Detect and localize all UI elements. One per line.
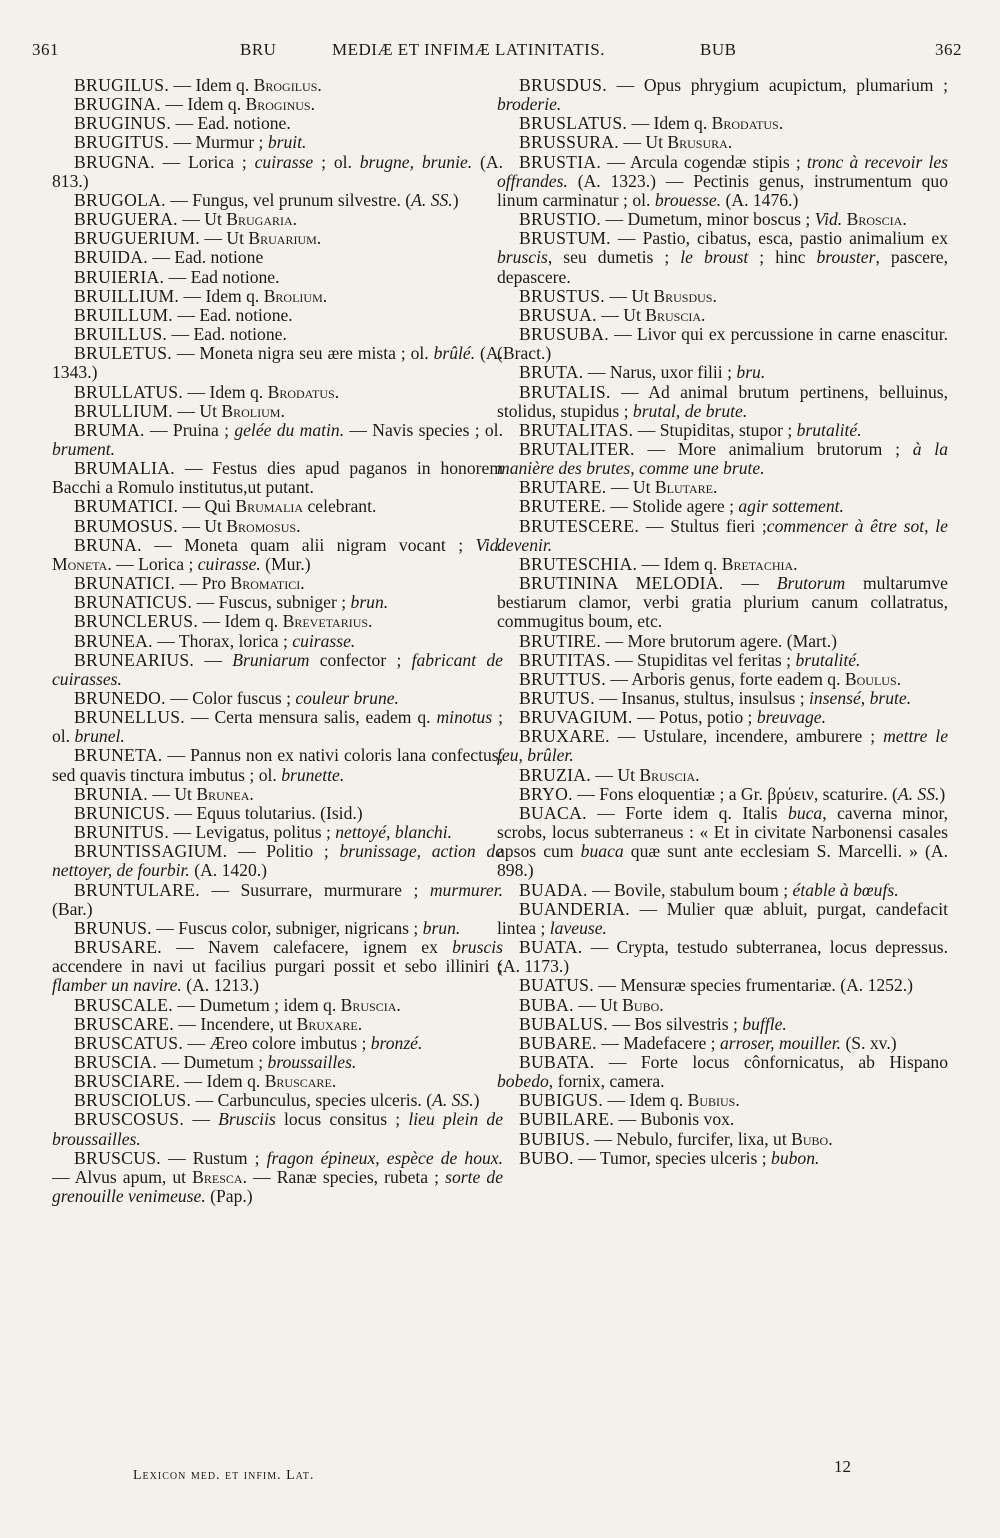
- sheet-number: 12: [834, 1457, 851, 1476]
- dictionary-entry: [52, 517, 503, 536]
- entry-headword: BRUILLUM.: [74, 304, 173, 325]
- entry-definition: — Idem q. Bretachia.: [641, 553, 798, 574]
- entry-headword: BRUGINUS.: [74, 113, 172, 134]
- dictionary-entry: [497, 708, 948, 727]
- entry-definition: — Ut Bruscia.: [601, 304, 706, 325]
- entry-headword: BRULLIUM.: [74, 400, 173, 421]
- entry-headword: BRUTESCHIA.: [519, 553, 638, 574]
- running-title: MEDIÆ ET INFIMÆ LATINITATIS.: [332, 40, 605, 59]
- dictionary-entry: [52, 536, 503, 574]
- page-number-left: 361: [32, 40, 59, 59]
- dictionary-entry: [497, 478, 948, 497]
- entry-definition: — Forte idem q. Italis buca, caverna minor, scrobs, locus subterraneus : « Et in civitate Narbonensi casales apsos cum buaca quæ sunt ante ecclesiam S. Marcelli. » (A. 898.): [497, 802, 949, 881]
- dictionary-entry: [497, 938, 948, 976]
- entry-definition: — Brutorum multarumve bestiarum clamor, verbi gratia plurium canum collatratus, commugitus boum, etc.: [497, 573, 948, 632]
- entry-headword: BRULLATUS.: [74, 381, 184, 402]
- dictionary-entry: [52, 229, 503, 248]
- entry-definition: — Ut Brugaria.: [182, 209, 298, 230]
- entry-headword: BRUSCUS.: [74, 1147, 161, 1168]
- entry-headword: BRUSARE.: [74, 937, 162, 958]
- entry-definition: — Dumetum ; idem q. Bruscia.: [177, 994, 401, 1015]
- dictionary-entry: [52, 268, 503, 287]
- dictionary-entry: [497, 76, 948, 114]
- dictionary-entry: [52, 996, 503, 1015]
- dictionary-entry: [497, 1091, 948, 1110]
- dictionary-entry: [497, 517, 948, 555]
- entry-headword: BRUTA.: [519, 362, 584, 383]
- entry-headword: BUBATA.: [519, 1051, 595, 1072]
- entry-definition: — Rustum ; fragon épineux, espèce de houx. — Alvus apum, ut Bresca. — Ranæ species, rubeta ; sorte de grenouille venimeuse. (Pap.): [52, 1147, 504, 1207]
- entry-headword: BRUIERIA.: [74, 266, 165, 287]
- dictionary-entry: [52, 76, 503, 95]
- entry-headword: BRUIDA.: [74, 247, 148, 268]
- dictionary-entry: [497, 440, 948, 478]
- entry-headword: BRYO.: [519, 783, 573, 804]
- entry-headword: BRUTERE.: [519, 496, 606, 517]
- entry-headword: BRUTALITER.: [519, 438, 635, 459]
- entries-column-right: [497, 76, 948, 1168]
- dictionary-entry: [52, 612, 503, 631]
- dictionary-entry: [52, 344, 503, 382]
- dictionary-entry: [52, 938, 503, 995]
- entry-definition: — Ut Brolium.: [177, 400, 285, 421]
- dictionary-entry: [497, 1053, 948, 1091]
- entry-headword: BRUTININA MELODIA.: [519, 573, 724, 594]
- entry-definition: — Tumor, species ulceris ; bubon.: [578, 1147, 820, 1168]
- entry-headword: BUANDERIA.: [519, 898, 631, 919]
- entry-definition: — Livor qui ex percussione in carne enascitur. (Bract.): [497, 324, 948, 364]
- entry-headword: BUBO.: [519, 1147, 574, 1168]
- dictionary-entry: [497, 785, 948, 804]
- dictionary-entry: [52, 306, 503, 325]
- entry-headword: BRUNITUS.: [74, 822, 170, 843]
- entry-definition: — Brusciis locus consitus ; lieu plein de broussailles.: [52, 1109, 503, 1149]
- dictionary-entry: [497, 670, 948, 689]
- entry-definition: — Murmur ; bruit.: [173, 132, 307, 153]
- dictionary-entry: [52, 1034, 503, 1053]
- entry-headword: BRUTESCERE.: [519, 515, 640, 536]
- entry-headword: BRUGUERIUM.: [74, 228, 200, 249]
- entry-definition: — Stultus fieri ;commencer à être sot, le devenir.: [497, 515, 948, 555]
- entry-headword: BRUNEDO.: [74, 688, 166, 708]
- entry-headword: BRUTARE.: [519, 477, 607, 498]
- dictionary-entry: [52, 1015, 503, 1034]
- entry-definition: — Carbunculus, species ulceris. (A. SS.): [195, 1090, 480, 1111]
- entry-definition: — Ead. notione: [152, 247, 264, 268]
- dictionary-entry: [52, 1110, 503, 1148]
- entry-definition: — More brutorum agere. (Mart.): [605, 630, 838, 651]
- dictionary-entry: [52, 574, 503, 593]
- entry-definition: — Idem q. Broginus.: [165, 94, 315, 115]
- dictionary-entry: [52, 114, 503, 133]
- guide-word-right: BUB: [700, 40, 737, 59]
- entry-definition: — Ad animal brutum pertinens, belluinus, stolidus, stupidus ; brutal, de brute.: [497, 381, 948, 421]
- entry-headword: BRUSCIARE.: [74, 1071, 181, 1092]
- entry-definition: — Idem q. Brolium.: [183, 285, 328, 306]
- entry-definition: — Pro Bromatici.: [179, 573, 305, 594]
- dictionary-entry: [52, 95, 503, 114]
- entry-headword: BRUNETA.: [74, 745, 163, 766]
- dictionary-entry: [497, 133, 948, 152]
- entry-definition: — Idem q. Brevetarius.: [202, 611, 373, 632]
- entry-headword: BRUTTUS.: [519, 668, 606, 689]
- dictionary-entry: [497, 804, 948, 881]
- entry-headword: BRUGNA.: [74, 151, 155, 172]
- entry-headword: BRUSCIA.: [74, 1051, 158, 1072]
- entry-definition: — Susurrare, murmurare ; murmurer. (Bar.): [52, 879, 503, 919]
- dictionary-entry: [52, 210, 503, 229]
- entry-definition: — Ustulare, incendere, amburere ; mettre le feu, brûler.: [497, 726, 949, 766]
- entry-definition: — Moneta quam alii nigram vocant ; Vid. Moneta. — Lorica ; cuirasse. (Mur.): [52, 534, 503, 574]
- entry-headword: BRUILLUS.: [74, 324, 168, 345]
- entry-definition: — Arboris genus, forte eadem q. Boulus.: [610, 668, 902, 689]
- entry-definition: — Pannus non ex nativi coloris lana confectus, sed quavis tinctura imbutus ; ol. brunette.: [52, 745, 503, 785]
- entry-headword: BRUNTULARE.: [74, 879, 200, 900]
- entry-headword: BRUNICUS.: [74, 802, 171, 823]
- entry-headword: BRUTALIS.: [519, 381, 611, 402]
- dictionary-entry: [497, 881, 948, 900]
- dictionary-entry: [497, 210, 948, 229]
- entry-headword: BRUSCATUS.: [74, 1032, 184, 1053]
- entry-definition: — Arcula cogendæ stipis ; tronc à recevoir les offrandes. (A. 1323.) — Pectinis genus, instrumentum quo linum carminatur ; ol. brouesse. (A. 1476.): [497, 151, 948, 210]
- entry-definition: — Nebulo, furcifer, lixa, ut Bubo.: [594, 1128, 833, 1149]
- entry-headword: BRUGILUS.: [74, 75, 170, 95]
- dictionary-entry: [52, 785, 503, 804]
- entry-definition: — Moneta nigra seu ære mista ; ol. brûlé. (A. 1343.): [52, 343, 503, 383]
- entry-definition: — Fons eloquentiæ ; a Gr. βρύειν, scaturire. (A. SS.): [577, 783, 946, 804]
- dictionary-entry: [52, 325, 503, 344]
- entry-headword: BRUNIA.: [74, 783, 148, 804]
- entry-headword: BUBIUS.: [519, 1128, 591, 1149]
- dictionary-entry: [497, 727, 948, 765]
- entry-definition: — Ut Brunea.: [152, 783, 254, 804]
- dictionary-entry: [52, 191, 503, 210]
- page-number-right: 362: [935, 40, 962, 59]
- dictionary-entry: [52, 287, 503, 306]
- dictionary-entry: [52, 804, 503, 823]
- entry-definition: — Thorax, lorica ; cuirasse.: [157, 630, 356, 651]
- entry-definition: — Bruniarum confector ; fabricant de cuirasses.: [52, 649, 503, 689]
- dictionary-entry: [497, 996, 948, 1015]
- entry-definition: — Pastio, cibatus, esca, pastio animalium ex bruscis, seu dumetis ; le broust ; hinc brouster, pascere, depascere.: [497, 228, 949, 287]
- dictionary-entry: [52, 383, 503, 402]
- dictionary-entry: [52, 402, 503, 421]
- entry-headword: BRUILLIUM.: [74, 285, 180, 306]
- entries-column-left: [52, 76, 503, 1206]
- dictionary-entry: [497, 363, 948, 382]
- entry-definition: — Mensuræ species frumentariæ. (A. 1252.): [598, 975, 914, 996]
- entry-definition: — Ut Bubo.: [578, 994, 664, 1015]
- entry-definition: — Idem q. Bruscare.: [184, 1071, 337, 1092]
- entry-headword: BUBA.: [519, 994, 574, 1015]
- entry-definition: — Navem calefacere, ignem ex bruscis accendere in navi ut facilius purgari possit et sebo illiniri ; flamber un navire. (A. 1213.): [52, 937, 503, 996]
- entry-headword: BRUSTIO.: [519, 209, 602, 230]
- entry-headword: BRUMALIA.: [74, 458, 175, 479]
- entry-headword: BRUGITUS.: [74, 132, 170, 153]
- entry-definition: — Stupiditas, stupor ; brutalité.: [637, 419, 862, 440]
- entry-definition: — Insanus, stultus, insulsus ; insensé, brute.: [599, 688, 912, 708]
- entry-headword: BRUSDUS.: [519, 75, 607, 95]
- dictionary-entry: [497, 1015, 948, 1034]
- entry-headword: BRUNEA.: [74, 630, 153, 651]
- entry-definition: — Pruina ; gelée du matin. — Navis species ; ol. brument.: [52, 419, 503, 459]
- entry-definition: — Ut Blutare.: [610, 477, 718, 498]
- entry-definition: — Ut Bruarium.: [204, 228, 322, 249]
- dictionary-entry: [52, 1091, 503, 1110]
- entry-headword: BRUSUA.: [519, 304, 597, 325]
- entry-definition: — Idem q. Brodatus.: [631, 113, 784, 134]
- running-header: [32, 40, 962, 70]
- entry-definition: — Lorica ; cuirasse ; ol. brugne, brunie. (A. 813.): [52, 151, 503, 191]
- entry-headword: BRUNA.: [74, 534, 142, 555]
- dictionary-entry: [497, 1149, 948, 1168]
- entry-headword: BRUNTISSAGIUM.: [74, 841, 228, 862]
- entry-definition: — Ut Brusura.: [623, 132, 733, 153]
- dictionary-entry: [52, 153, 503, 191]
- dictionary-entry: [52, 1072, 503, 1091]
- entry-definition: — Stupiditas vel feritas ; brutalité.: [615, 649, 861, 670]
- entry-headword: BRUXARE.: [519, 726, 610, 747]
- entry-definition: — Ead. notione.: [175, 113, 291, 134]
- entry-definition: — Fuscus color, subniger, nigricans ; brun.: [156, 917, 461, 938]
- entry-headword: BRUMATICI.: [74, 496, 179, 517]
- dictionary-entry: [497, 689, 948, 708]
- dictionary-entry: [497, 421, 948, 440]
- dictionary-entry: [497, 114, 948, 133]
- dictionary-entry: [497, 555, 948, 574]
- entry-headword: BRUSCOSUS.: [74, 1109, 185, 1130]
- entry-definition: — Ut Bromosus.: [182, 515, 301, 536]
- entry-definition: — Bubonis vox.: [618, 1109, 735, 1130]
- dictionary-entry: [52, 1149, 503, 1206]
- dictionary-entry: [52, 248, 503, 267]
- entry-definition: — Narus, uxor filii ; bru.: [587, 362, 766, 383]
- entry-definition: — Qui Brumalia celebrant.: [182, 496, 377, 517]
- dictionary-entry: [497, 325, 948, 363]
- dictionary-entry: [497, 976, 948, 995]
- dictionary-entry: [497, 229, 948, 286]
- dictionary-entry: [497, 306, 948, 325]
- dictionary-entry: [52, 133, 503, 152]
- entry-headword: BRUSTUS.: [519, 285, 605, 306]
- entry-definition: — Mulier quæ abluit, purgat, candefacit lintea ; laveuse.: [497, 898, 948, 938]
- entry-definition: — Ut Bruscia.: [595, 764, 700, 785]
- dictionary-entry: [497, 900, 948, 938]
- entry-headword: BUBARE.: [519, 1032, 597, 1053]
- entry-definition: — Stolide agere ; agir sottement.: [610, 496, 844, 517]
- entry-definition: — Ead. notione.: [177, 304, 293, 325]
- entry-headword: BRUNCLERUS.: [74, 611, 199, 632]
- dictionary-entry: [52, 708, 503, 746]
- entry-definition: — Opus phrygium acupictum, plumarium ; broderie.: [497, 75, 948, 115]
- dictionary-entry: [52, 593, 503, 612]
- dictionary-entry: [497, 651, 948, 670]
- dictionary-entry: [497, 632, 948, 651]
- entry-definition: — Bovile, stabulum boum ; étable à bœufs.: [592, 879, 899, 900]
- entry-definition: — More animalium brutorum ; à la manière des brutes, comme une brute.: [497, 438, 948, 479]
- entry-headword: BRUNELLUS.: [74, 707, 186, 728]
- dictionary-entry: [497, 1110, 948, 1129]
- entry-definition: — Politio ; brunissage, action de nettoyer, de fourbir. (A. 1420.): [52, 841, 504, 881]
- entry-headword: BRUTALITAS.: [519, 419, 634, 440]
- entry-headword: BUBILARE.: [519, 1109, 615, 1130]
- entry-definition: — Ead notione.: [168, 266, 280, 287]
- dictionary-entry: [52, 632, 503, 651]
- entry-definition: — Forte locus cônfornicatus, ab Hispano bobedo, fornix, camera.: [497, 1051, 948, 1092]
- entry-definition: — Certa mensura salis, eadem q. minotus ; ol. brunel.: [52, 707, 503, 747]
- entry-headword: BRUSCIOLUS.: [74, 1090, 192, 1111]
- entry-headword: BUADA.: [519, 879, 588, 900]
- entry-headword: BRUZIA.: [519, 764, 591, 785]
- entry-definition: — Potus, potio ; breuvage.: [637, 707, 827, 728]
- dictionary-entry: [52, 459, 503, 497]
- entry-definition: — Æreo colore imbutus ; bronzé.: [187, 1032, 423, 1053]
- dictionary-entry: [52, 881, 503, 919]
- entry-headword: BRUSSURA.: [519, 132, 619, 153]
- entry-headword: BRUSTUM.: [519, 228, 611, 249]
- dictionary-entry: [497, 153, 948, 210]
- entry-headword: BRUGOLA.: [74, 189, 166, 210]
- entry-headword: BRUNEARIUS.: [74, 649, 195, 670]
- entry-headword: BRUNATICI.: [74, 573, 176, 594]
- dictionary-entry: [52, 651, 503, 689]
- entry-headword: BRUNUS.: [74, 917, 152, 938]
- entry-definition: — Color fuscus ; couleur brune.: [170, 688, 399, 708]
- dictionary-entry: [52, 1053, 503, 1072]
- guide-word-left: BRU: [240, 40, 277, 59]
- entry-definition: — Idem q. Brogilus.: [173, 75, 322, 95]
- entry-definition: — Idem q. Bubius.: [607, 1090, 740, 1111]
- entry-definition: — Dumetum, minor boscus ; Vid. Broscia.: [605, 209, 907, 230]
- dictionary-entry: [497, 766, 948, 785]
- entry-headword: BUACA.: [519, 802, 587, 823]
- entry-definition: — Levigatus, politus ; nettoyé, blanchi.: [173, 822, 453, 843]
- entry-definition: — Incendere, ut Bruxare.: [178, 1013, 363, 1034]
- dictionary-entry: [497, 383, 948, 421]
- entry-headword: BRUTUS.: [519, 688, 595, 708]
- dictionary-entry: [52, 823, 503, 842]
- entry-headword: BRUGINA.: [74, 94, 161, 115]
- entry-headword: BUATUS.: [519, 975, 594, 996]
- entry-headword: BUBIGUS.: [519, 1090, 604, 1111]
- entry-headword: BRUSUBA.: [519, 324, 609, 345]
- entry-headword: BRUSCALE.: [74, 994, 173, 1015]
- entry-definition: — Crypta, testudo subterranea, locus depressus. (A. 1173.): [497, 937, 948, 977]
- dictionary-entry: [497, 574, 948, 631]
- entry-headword: BUBALUS.: [519, 1013, 608, 1034]
- entry-headword: BRUMA.: [74, 419, 145, 440]
- dictionary-entry: [497, 497, 948, 516]
- dictionary-entry: [52, 746, 503, 784]
- dictionary-entry: [52, 497, 503, 516]
- dictionary-entry: [52, 842, 503, 880]
- printer-signature: Lexicon med. et infim. Lat.: [133, 1468, 315, 1483]
- entry-headword: BRUVAGIUM.: [519, 707, 633, 728]
- entry-definition: — Dumetum ; broussailles.: [161, 1051, 357, 1072]
- entry-headword: BRUTITAS.: [519, 649, 611, 670]
- entry-definition: — Ut Brusdus.: [609, 285, 717, 306]
- entry-headword: BRUTIRE.: [519, 630, 602, 651]
- dictionary-entry: [497, 1034, 948, 1053]
- entry-headword: BRUGUERA.: [74, 209, 178, 230]
- entry-definition: — Bos silvestris ; buffle.: [612, 1013, 787, 1034]
- entry-headword: BRUNATICUS.: [74, 592, 193, 613]
- dictionary-entry: [497, 1130, 948, 1149]
- entry-headword: BRULETUS.: [74, 343, 173, 364]
- dictionary-entry: [52, 421, 503, 459]
- entry-definition: — Fungus, vel prunum silvestre. (A. SS.): [170, 189, 459, 210]
- dictionary-entry: [52, 919, 503, 938]
- entry-definition: — Equus tolutarius. (Isid.): [174, 802, 363, 823]
- entry-headword: BUATA.: [519, 937, 583, 958]
- entry-headword: BRUSTIA.: [519, 151, 602, 172]
- entry-headword: BRUSLATUS.: [519, 113, 628, 134]
- entry-definition: — Idem q. Brodatus.: [187, 381, 340, 402]
- entry-definition: — Madefacere ; arroser, mouiller. (S. xv.): [601, 1032, 897, 1053]
- entry-definition: — Fuscus, subniger ; brun.: [196, 592, 389, 613]
- entry-headword: BRUSCARE.: [74, 1013, 174, 1034]
- entry-definition: — Festus dies apud paganos in honorem Bacchi a Romulo institutus,ut putant.: [52, 458, 503, 498]
- dictionary-entry: [497, 287, 948, 306]
- entry-headword: BRUMOSUS.: [74, 515, 178, 536]
- dictionary-entry: [52, 689, 503, 708]
- entry-definition: — Ead. notione.: [171, 324, 287, 345]
